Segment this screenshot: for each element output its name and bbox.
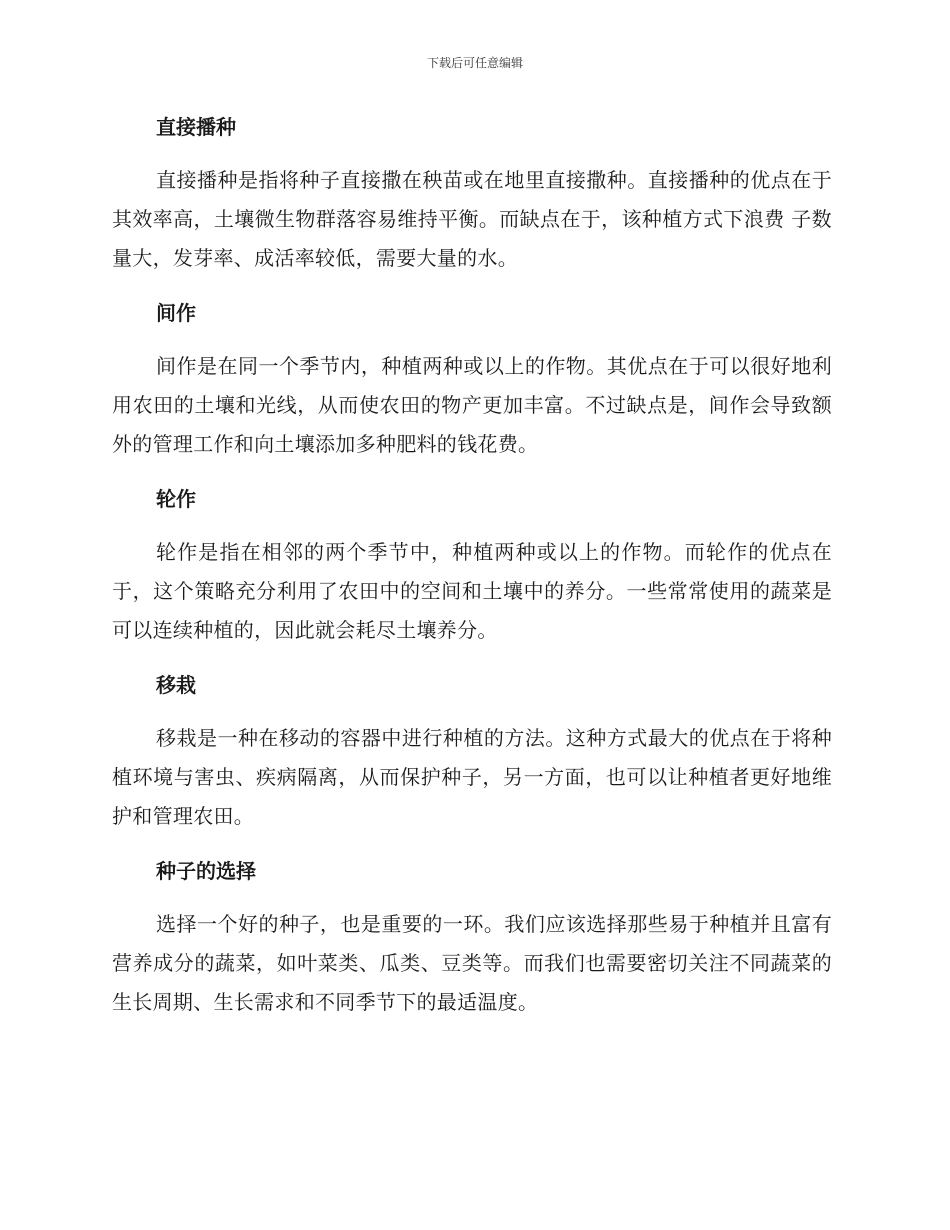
section-transplanting bbox=[112, 670, 832, 836]
section-direct-seeding bbox=[112, 112, 832, 278]
section-title: 移栽 bbox=[156, 673, 196, 697]
document-body bbox=[112, 112, 832, 1042]
section-title: 种子的选择 bbox=[156, 859, 256, 883]
section-title: 直接播种 bbox=[156, 115, 236, 139]
section-intercropping bbox=[112, 298, 832, 464]
section-paragraph: 直接播种是指将种子直接撒在秧苗或在地里直接撒种。直接播种的优点在于其效率高，土壤微生物群落容易维持平衡。而缺点在于，该种植方式下浪费 子数量大，发芽率、成活率较低，需要大量的水。 bbox=[112, 168, 832, 270]
section-title: 轮作 bbox=[156, 487, 196, 511]
section-paragraph: 间作是在同一个季节内，种植两种或以上的作物。其优点在于可以很好地利用农田的土壤和光线，从而使农田的物产更加丰富。不过缺点是，间作会导致额外的管理工作和向土壤添加多种肥料的钱花费。 bbox=[112, 354, 832, 456]
section-paragraph: 选择一个好的种子，也是重要的一环。我们应该选择那些易于种植并且富有营养成分的蔬菜，如叶菜类、瓜类、豆类等。而我们也需要密切关注不同蔬菜的生长周期、生长需求和不同季节下的最适温度。 bbox=[112, 912, 832, 1014]
section-paragraph: 轮作是指在相邻的两个季节中，种植两种或以上的作物。而轮作的优点在于，这个策略充分利用了农田中的空间和土壤中的养分。一些常常使用的蔬菜是可以连续种植的，因此就会耗尽土壤养分。 bbox=[112, 540, 832, 642]
section-crop-rotation bbox=[112, 484, 832, 650]
section-seed-selection bbox=[112, 856, 832, 1022]
section-paragraph: 移栽是一种在移动的容器中进行种植的方法。这种方式最大的优点在于将种植环境与害虫、疾病隔离，从而保护种子，另一方面，也可以让种植者更好地维护和管理农田。 bbox=[112, 726, 832, 828]
section-title: 间作 bbox=[156, 301, 196, 325]
page-header: 下载后可任意编辑 bbox=[426, 56, 523, 70]
